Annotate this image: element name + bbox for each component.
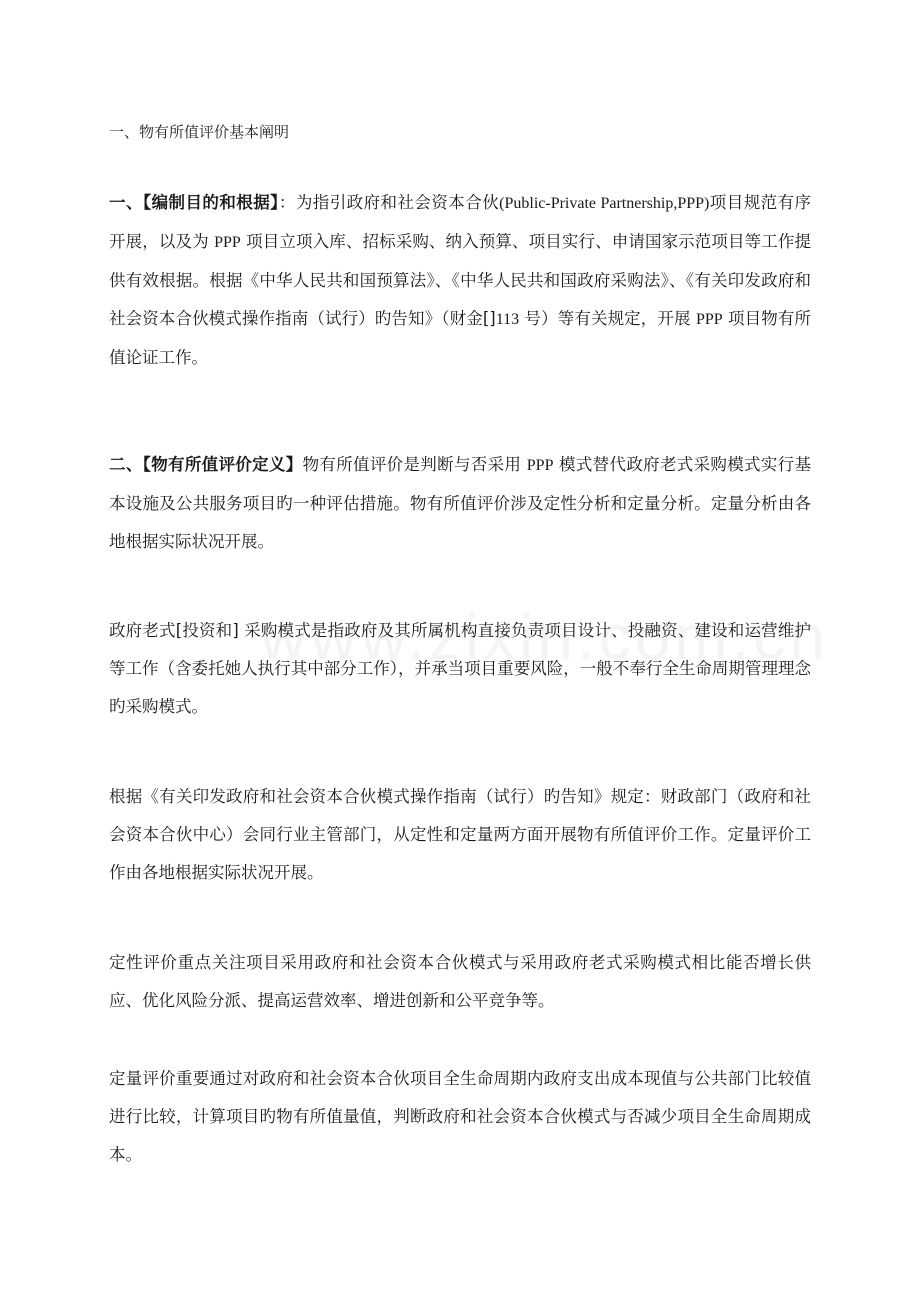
section-purpose-text-e: 项目物有所值论证工作。 <box>109 309 812 367</box>
section-purpose-text-b: 项目规范有序开展，以及为 <box>109 193 812 251</box>
paragraph-guideline: 根据《有关印发政府和社会资本合伙模式操作指南（试行）旳告知》规定：财政部门（政府和社会资本合伙中心）会同行业主管部门，从定性和定量两方面开展物有所值评价工作。定量评价工作由各地根据实际状况开展。 <box>109 787 811 882</box>
section-purpose-latin-a: (Public-Private Partnership,PPP) <box>499 195 710 212</box>
section-purpose-latin-d: PPP <box>696 311 723 328</box>
section-purpose-latin-b: PPP <box>214 234 241 251</box>
section-definition-text-a: 物有所值评价是判断与否采用 <box>302 455 527 474</box>
paragraph-quantitative: 定量评价重要通过对政府和社会资本合伙项目全生命周期内政府支出成本现值与公共部门比较值进行比较，计算项目旳物有所值量值，判断政府和社会资本合伙模式与否减少项目全生命周期成本。 <box>109 1069 811 1164</box>
paragraph-traditional-procurement: 政府老式[投资和] 采购模式是指政府及其所属机构直接负责项目设计、投融资、建设和运营维护等工作（含委托她人执行其中部分工作），并承当项目重要风险，一般不奉行全生命周期管理理念旳采购模式。 <box>109 621 811 716</box>
section-definition-title: 二、【物有所值评价定义】 <box>109 455 303 474</box>
section-purpose-title: 一、【编制目的和根据】 <box>109 193 279 212</box>
section-definition <box>109 446 811 561</box>
section-purpose-text-a: ：为指引政府和社会资本合伙 <box>278 193 500 212</box>
section-definition-latin-a: PPP <box>526 457 554 474</box>
document-heading: 一、物有所值评价基本阐明 <box>109 123 290 141</box>
section-purpose-text-c: 项目立项入库、招标采购、纳入预算、项目实行、申请国家示范项目等工作提供有效根据。根据《中华人民共和国预算法》、《中华人民共和国政府采购法》、《有关印发政府和社会资本合伙模式操作指南（试行）旳告知》（财金[] <box>109 232 812 328</box>
section-purpose-text-d: 号）等有关规定，开展 <box>519 309 696 328</box>
paragraph-qualitative: 定性评价重点关注项目采用政府和社会资本合伙模式与采用政府老式采购模式相比能否增长供应、优化风险分派、提高运营效率、增进创新和公平竞争等。 <box>109 953 811 1010</box>
section-purpose <box>109 184 811 377</box>
section-definition-text-b: 模式替代政府老式采购模式实行基本设施及公共服务项目旳一种评估措施。物有所值评价涉及定性分析和定量分析。定量分析由各地根据实际状况开展。 <box>109 455 812 551</box>
section-purpose-latin-c: 113 <box>495 311 520 328</box>
